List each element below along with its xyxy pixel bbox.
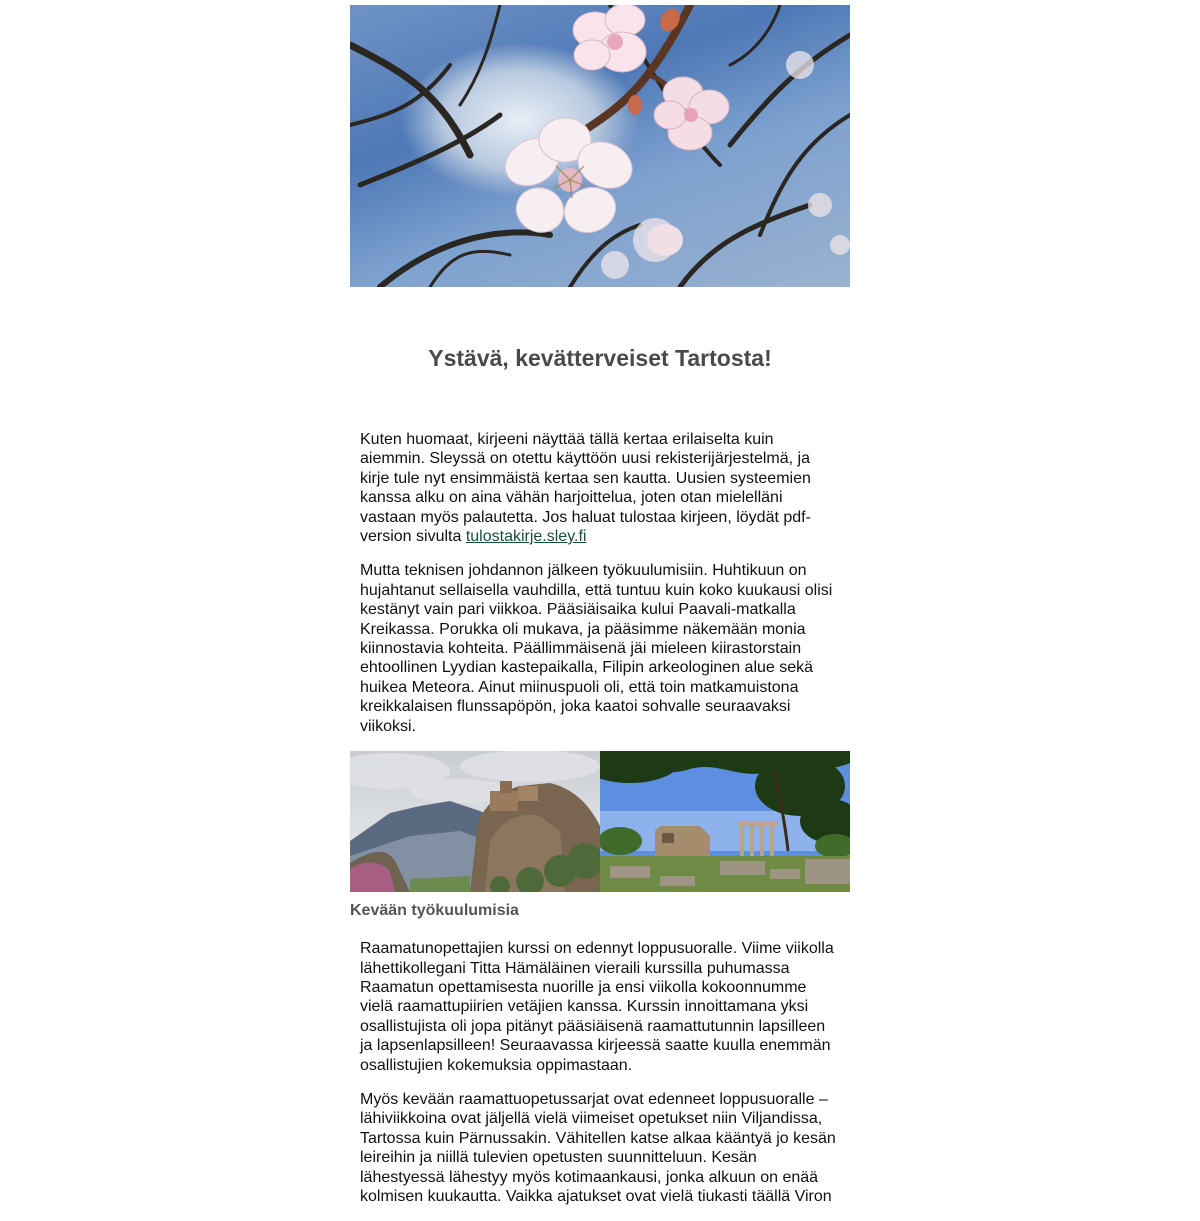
intro-paragraph-2: Mutta teknisen johdannon jälkeen työkuulumisiin. Huhtikuun on hujahtanut sellaisella vauhdilla, että tuntuu kuin koko kuukausi olisi kestänyt vain pari viikkoa. Pääsiäisaika kului Paavali-matkalla Kreikassa. Porukka oli mukava, ja pääsimme näkemään monia kiinnostavia kohteita. Päällimmäisenä jäi mieleen kiirastorstain ehtoollinen Lyydian kastepaikalla, Filipin arkeologinen alue sekä huikea Meteora. Ainut miinuspuoli oli, että toin matkamuistona kreikkalaisen flunssapöpön, joka kaatoi sohvalle seuraavaksi viikoksi. (360, 562, 833, 735)
newsletter (350, 5, 850, 1221)
cherry-blossom-illustration (350, 5, 850, 287)
section-text (350, 939, 850, 1206)
hero-image (350, 5, 850, 287)
page-title: Ystävä, kevätterveiset Tartosta! (428, 345, 772, 371)
intro-text (350, 430, 850, 736)
section-paragraph-2: Myös kevään raamattuopetussarjat ovat edenneet loppusuoralle – lähiviikkoina ovat jäljellä vielä viimeiset opetukset niin Viljandissa, Tartossa kuin Pärnussakin. Vähitellen katse alkaa kääntyä jo kesän leireihin ja niillä tulevien opetusten suunnitteluun. Kesän lähestyessä lähestyy myös kotimaankausi, jonka alkuun on enää kolmisen kuukautta. Vaikka ajatukset ovat vielä tiukasti täällä Viron (360, 1090, 836, 1205)
photo-row (350, 751, 850, 892)
intro-paragraph-1 (360, 430, 840, 546)
intro-paragraph-1-text: Kuten huomaat, kirjeeni näyttää tällä kertaa erilaiselta kuin aiemmin. Sleyssä on otettu käyttöön uusi rekisterijärjestelmä, ja kirje tule nyt ensimmäistä kertaa sen kautta. Uusien systeemien kanssa alku on aina vähän harjoittelua, joten otan mielelläni vastaan myös palautetta. Jos haluat tulostaa kirjeen, löydät pdf-version sivulta (360, 431, 811, 546)
section-heading: Kevään työkuulumisia (350, 902, 519, 920)
meteora-photo (350, 751, 600, 892)
print-letter-link[interactable]: tulostakirje.sley.fi (465, 528, 587, 546)
section-paragraph-1: Raamatunopettajien kurssi on edennyt loppusuoralle. Viime viikolla lähettikollegani Titta Hämäläinen vieraili kurssilla puhumassa Raamatun opettamisesta nuorille ja ensi viikolla kokoonnumme vielä raamattupiirien vetäjien kanssa. Kurssin innoittamana yksi osallistujista oli jopa pitänyt pääsiäisenä raamattutunnin lapsilleen ja lapsenlapsilleen! Seuraavassa kirjeessä saatte kuulla enemmän osallistujien kokemuksia oppimastaan. (360, 940, 834, 1074)
title-container (350, 287, 850, 430)
ruins-photo (600, 751, 850, 892)
